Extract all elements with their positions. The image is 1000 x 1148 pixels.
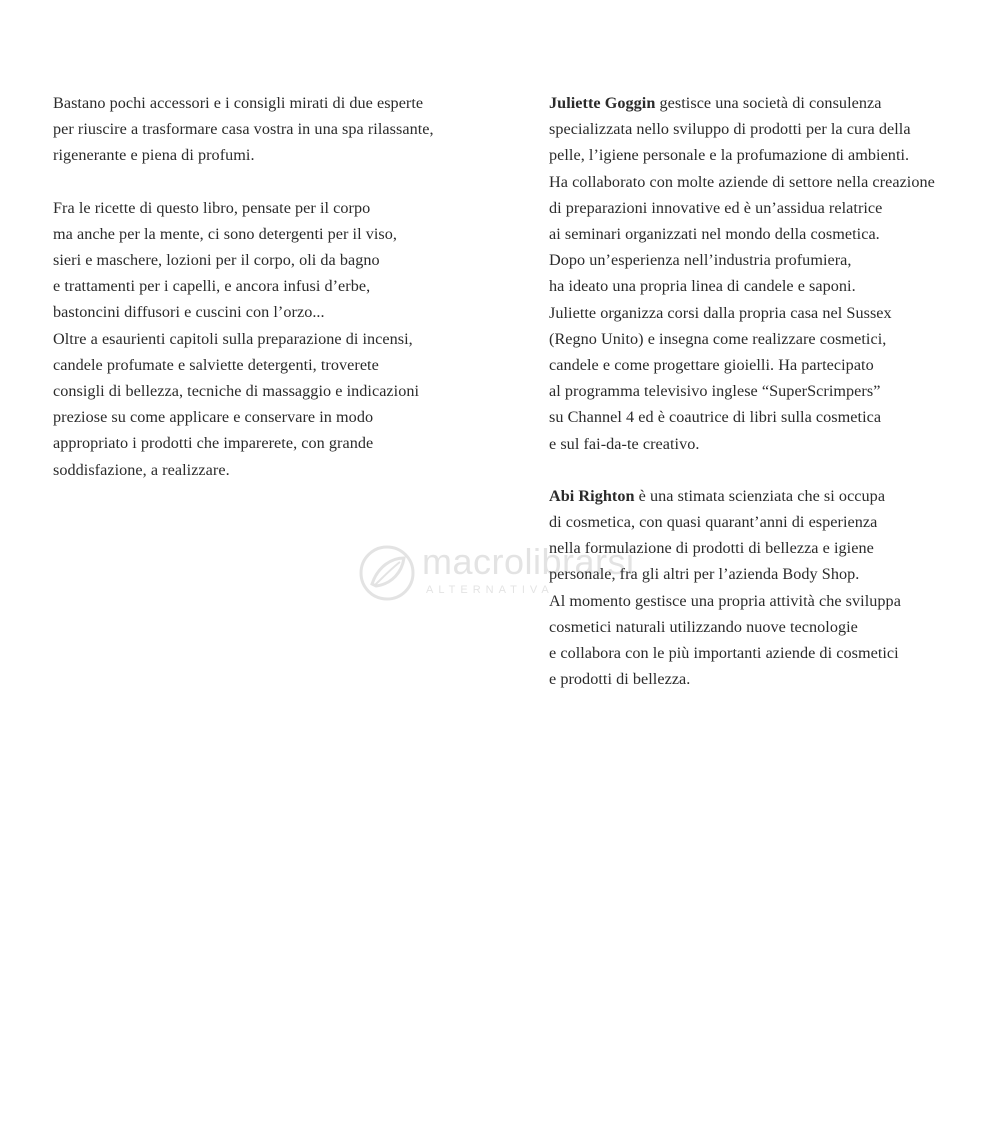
text-line: di preparazioni innovative ed è un’assidua relatrice <box>549 198 883 217</box>
text-line: per riuscire a trasformare casa vostra in una spa rilassante, <box>53 120 434 139</box>
author-bio-text: gestisce una società di consulenza <box>655 94 882 112</box>
watermark-brand: macrolibrarsi <box>422 541 635 582</box>
text-line: candele profumate e salviette detergenti, troverete <box>53 355 379 374</box>
author-name: Juliette Goggin <box>549 94 656 112</box>
right-column <box>549 90 989 692</box>
leaf-logo-icon <box>358 544 416 602</box>
text-line: soddisfazione, a realizzare. <box>53 460 230 479</box>
text-line: e sul fai-da-te creativo. <box>549 434 700 453</box>
text-line: di cosmetica, con quasi quarant’anni di esperienza <box>549 513 878 532</box>
text-line: ma anche per la mente, ci sono detergenti per il viso, <box>53 224 398 243</box>
text-line: e prodotti di bellezza. <box>549 670 691 689</box>
text-line: su Channel 4 ed è coautrice di libri sulla cosmetica <box>549 408 882 427</box>
text-line: Oltre a esaurienti capitoli sulla preparazione di incensi, <box>53 329 413 348</box>
text-line: consigli di bellezza, tecniche di massaggio e indicazioni <box>53 382 420 401</box>
text-line: specializzata nello sviluppo di prodotti per la cura della <box>549 120 911 139</box>
author-name: Abi Righton <box>549 486 635 505</box>
text-line: Al momento gestisce una propria attività che sviluppa <box>549 591 901 610</box>
text-line: cosmetici naturali utilizzando nuove tecnologie <box>549 617 858 636</box>
text-line: e collabora con le più importanti aziende di cosmetici <box>549 644 899 663</box>
text-line: personale, fra gli altri per l’azienda Body Shop. <box>549 565 860 584</box>
author-bio-abi <box>549 483 989 693</box>
watermark-tagline: ALTERNATIVA <box>426 584 554 596</box>
text-line: sieri e maschere, lozioni per il corpo, oli da bagno <box>53 251 380 270</box>
intro-paragraph <box>53 90 483 169</box>
text-line: rigenerante e piena di profumi. <box>53 146 255 165</box>
author-bio-juliette <box>549 90 989 457</box>
text-line: candele e come progettare gioielli. Ha partecipato <box>549 356 874 375</box>
text-line: Juliette organizza corsi dalla propria casa nel Sussex <box>549 303 892 322</box>
text-line: Bastano pochi accessori e i consigli mirati di due esperte <box>53 94 424 112</box>
text-line: Fra le ricette di questo libro, pensate per il corpo <box>53 198 371 217</box>
text-line: Dopo un’esperienza nell’industria profumiera, <box>549 251 852 270</box>
text-line: ai seminari organizzati nel mondo della cosmetica. <box>549 225 880 244</box>
description-paragraph <box>53 195 483 483</box>
author-bio-first-line <box>549 483 989 509</box>
left-column <box>53 90 483 483</box>
text-line: appropriato i prodotti che imparerete, con grande <box>53 434 374 453</box>
text-line: e trattamenti per i capelli, e ancora infusi d’erbe, <box>53 277 371 296</box>
author-bio-text: è una stimata scienziata che si occupa <box>634 486 886 505</box>
text-line: bastoncini diffusori e cuscini con l’orzo... <box>53 303 325 322</box>
text-line: preziose su come applicare e conservare in modo <box>53 408 374 427</box>
text-line: al programma televisivo inglese “SuperScrimpers” <box>549 382 881 401</box>
text-line: (Regno Unito) e insegna come realizzare cosmetici, <box>549 329 887 348</box>
text-line: nella formulazione di prodotti di bellezza e igiene <box>549 539 874 558</box>
author-bio-first-line <box>549 90 989 116</box>
text-line: Ha collaborato con molte aziende di settore nella creazione <box>549 172 935 191</box>
text-line: ha ideato una propria linea di candele e saponi. <box>549 277 856 296</box>
text-line: pelle, l’igiene personale e la profumazione di ambienti. <box>549 146 910 165</box>
